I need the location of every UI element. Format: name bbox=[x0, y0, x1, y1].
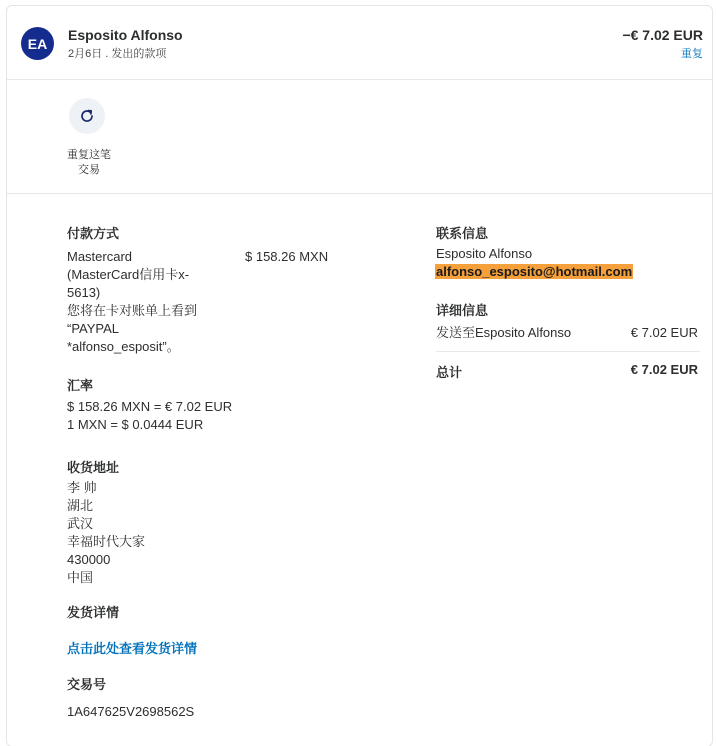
refresh-icon bbox=[79, 108, 95, 124]
contact-email[interactable] bbox=[435, 263, 633, 281]
transaction-date-type: 2月6日 . 发出的款项 bbox=[68, 48, 167, 60]
transaction-card bbox=[6, 5, 713, 746]
repeat-transaction-button[interactable] bbox=[69, 98, 105, 134]
transaction-id-title: 交易号 bbox=[67, 677, 107, 692]
payment-method-details: Mastercard (MasterCard信用卡x- 5613) 您将在卡对账单上看到 “PAYPAL *alfonso_esposit”。 bbox=[67, 249, 198, 354]
transaction-id: 1A647625V2698562S bbox=[67, 704, 195, 719]
details-sent-to-label: 发送至Esposito Alfonso bbox=[436, 325, 572, 340]
counterparty-name: Esposito Alfonso bbox=[68, 27, 183, 43]
transaction-amount: −€ 7.02 EUR bbox=[622, 27, 703, 43]
repeat-transaction-label: 重复这笔 交易 bbox=[67, 149, 111, 176]
action-zone bbox=[7, 80, 712, 194]
shipping-address: 李 帅 湖北 武汉 幸福时代大家 430000 中国 bbox=[67, 480, 146, 585]
contact-email-text[interactable]: alfonso_esposito@hotmail.com bbox=[436, 264, 633, 279]
details-divider bbox=[436, 351, 700, 352]
details-sent-to-amount: € 7.02 EUR bbox=[630, 325, 698, 340]
avatar: EA bbox=[21, 27, 54, 60]
details-title: 详细信息 bbox=[436, 303, 489, 318]
shipping-details-title: 发货详情 bbox=[67, 605, 120, 620]
exchange-rate-details: $ 158.26 MXN = € 7.02 EUR 1 MXN = $ 0.0444 EUR bbox=[67, 399, 233, 432]
exchange-rate-title: 汇率 bbox=[67, 378, 94, 393]
repeat-link[interactable]: 重复 bbox=[681, 48, 703, 60]
transaction-header bbox=[7, 6, 712, 80]
contact-info-title: 联系信息 bbox=[436, 226, 489, 241]
total-label: 总计 bbox=[436, 365, 463, 380]
payment-method-amount: $ 158.26 MXN bbox=[245, 249, 329, 264]
total-amount: € 7.02 EUR bbox=[630, 362, 698, 377]
shipping-address-title: 收货地址 bbox=[67, 460, 120, 475]
view-shipping-details-link[interactable]: 点击此处查看发货详情 bbox=[67, 641, 198, 656]
payment-method-title: 付款方式 bbox=[67, 226, 120, 241]
contact-name: Esposito Alfonso bbox=[436, 246, 533, 261]
